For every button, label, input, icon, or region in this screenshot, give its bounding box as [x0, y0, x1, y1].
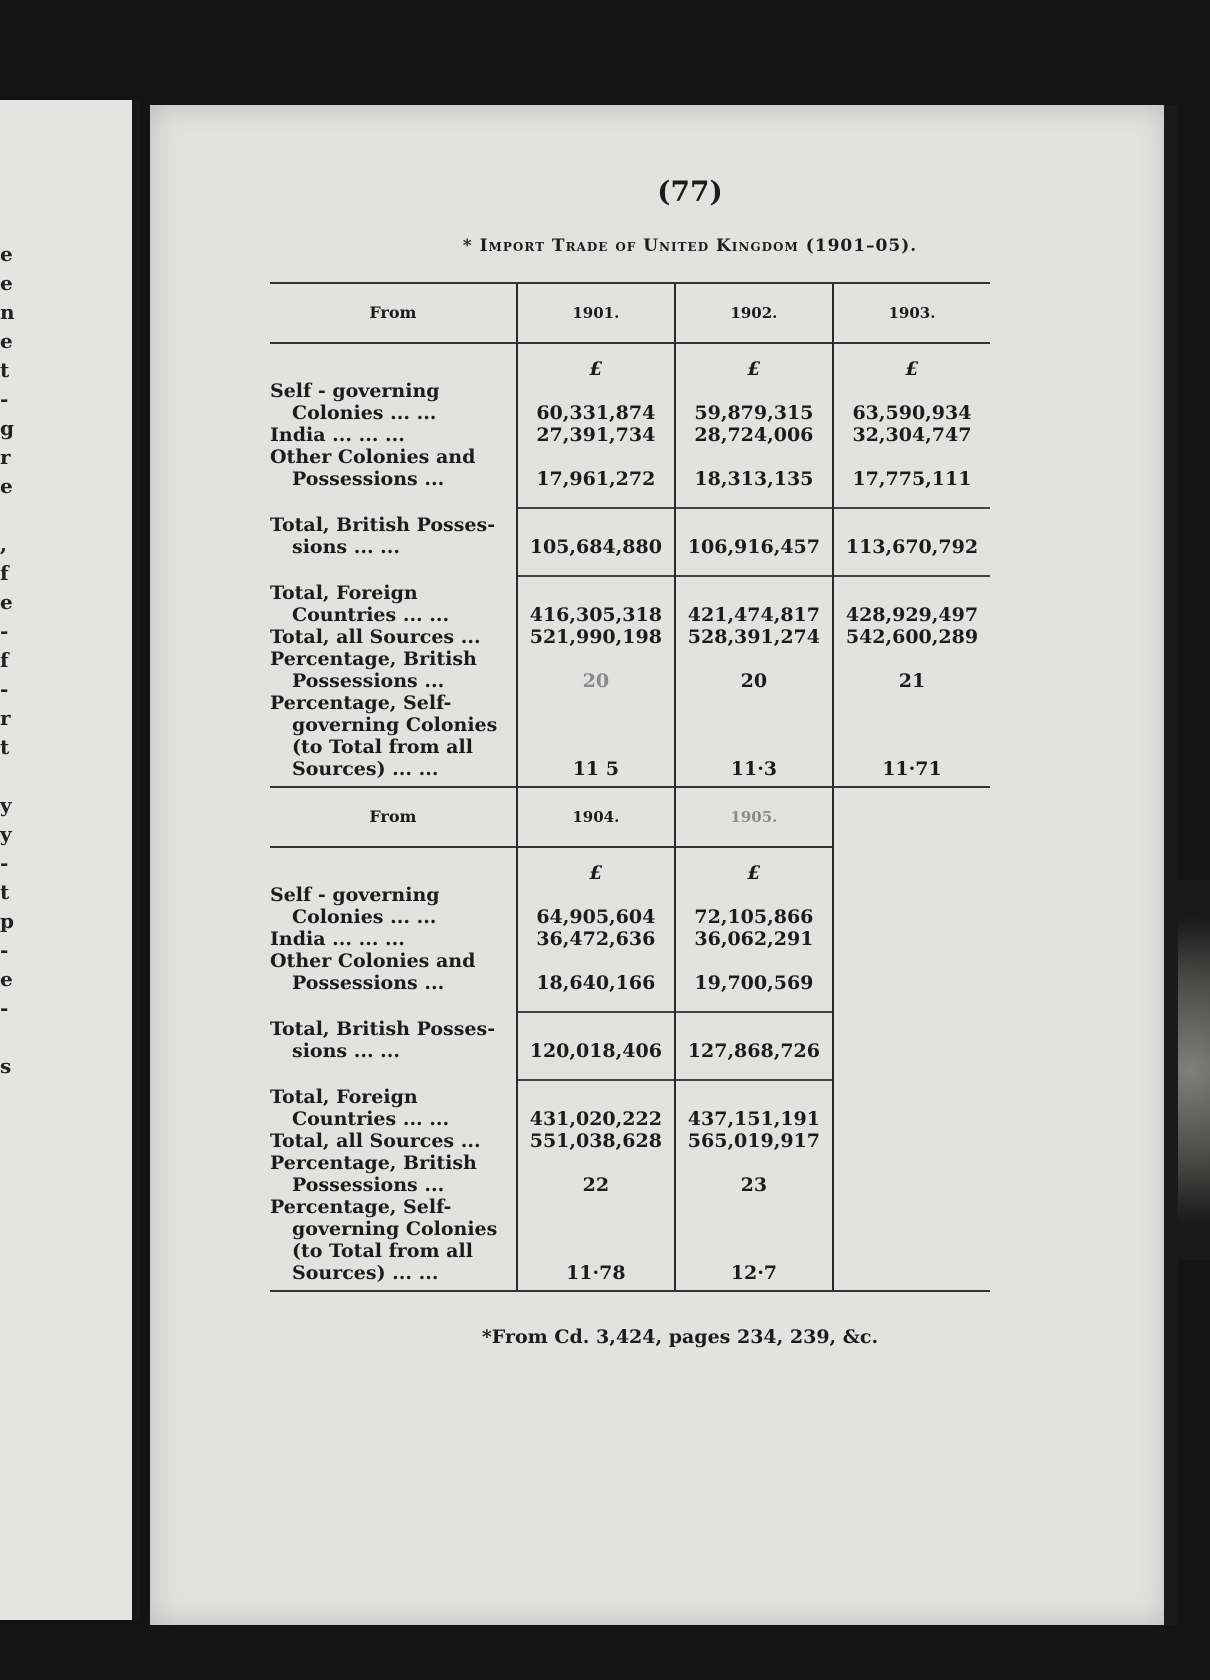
row-label-line: governing Colonies	[292, 714, 498, 736]
table-cell: 17,961,272	[517, 446, 675, 490]
row-label-line: governing Colonies	[292, 1218, 498, 1240]
table-cell: 64,905,604	[517, 884, 675, 928]
row-label	[270, 1152, 517, 1196]
table-cell: 565,019,917	[675, 1130, 833, 1152]
row-label-line: Total, Foreign	[270, 1086, 418, 1108]
margin-char	[0, 762, 24, 791]
table-row	[270, 1130, 990, 1152]
row-label	[270, 648, 517, 692]
margin-char: r	[0, 706, 11, 730]
margin-char: -	[0, 387, 9, 411]
table-row	[270, 424, 990, 446]
table-row	[270, 508, 990, 558]
row-label: India ... ... ...	[270, 424, 405, 446]
margin-char: e	[0, 474, 13, 498]
table-cell: 60,331,874	[517, 380, 675, 424]
row-label	[270, 380, 517, 424]
row-label-line: (to Total from all	[292, 736, 473, 758]
table-cell: 421,474,817	[675, 576, 833, 626]
table-cell: 120,018,406	[517, 1012, 675, 1062]
table-cell: 11·3	[675, 692, 833, 787]
row-label	[270, 1012, 517, 1062]
margin-char: e	[0, 590, 13, 614]
import-trade-table-1901-1903	[270, 282, 990, 1292]
margin-char: -	[0, 851, 9, 875]
margin-char: n	[0, 300, 15, 324]
table-cell: 11 5	[517, 692, 675, 787]
margin-char: y	[0, 822, 12, 846]
right-page	[150, 105, 1168, 1625]
row-label: Total, all Sources ...	[270, 626, 481, 648]
margin-char: e	[0, 329, 13, 353]
row-label-line: Total, Foreign	[270, 582, 418, 604]
row-label-line: sions ... ...	[292, 536, 401, 558]
table-row	[270, 1152, 990, 1196]
table-cell: 437,151,191	[675, 1080, 833, 1130]
table-cell: 28,724,006	[675, 424, 833, 446]
table-cell: 19,700,569	[675, 950, 833, 994]
row-label-line: Percentage, British	[270, 1152, 477, 1174]
row-label-line: Colonies ... ...	[292, 402, 437, 424]
margin-char: -	[0, 938, 9, 962]
table-row	[270, 950, 990, 994]
row-label-line: Countries ... ...	[292, 604, 450, 626]
row-label	[270, 692, 517, 787]
margin-char: y	[0, 793, 12, 817]
row-label-line: Total, British Posses-	[270, 514, 496, 536]
table-cell: 18,313,135	[675, 446, 833, 490]
table-cell: 105,684,880	[517, 508, 675, 558]
row-label-line: Sources) ... ...	[292, 758, 439, 780]
currency-row	[270, 848, 990, 884]
table-row	[270, 648, 990, 692]
table-cell: 113,670,792	[833, 508, 990, 558]
table-cell: 22	[517, 1152, 675, 1196]
row-label-line: Countries ... ...	[292, 1108, 450, 1130]
currency-symbol: £	[833, 344, 990, 380]
row-label	[270, 1196, 517, 1291]
currency-symbol: £	[675, 344, 833, 380]
page-content	[270, 175, 990, 1348]
margin-char: ,	[0, 532, 7, 556]
table-row	[270, 1012, 990, 1062]
margin-char: t	[0, 880, 10, 904]
table-cell: 20	[517, 648, 675, 692]
row-label-line: Other Colonies and	[270, 446, 476, 468]
row-label	[270, 950, 517, 994]
table-cell: 21	[833, 648, 990, 692]
table-title: * Import Trade of United Kingdom (1901–05).	[462, 236, 918, 256]
row-label-line: Percentage, Self-	[270, 1196, 452, 1218]
margin-char: r	[0, 445, 11, 469]
table-cell: 12·7	[675, 1196, 833, 1291]
margin-char: e	[0, 271, 13, 295]
margin-char: -	[0, 677, 9, 701]
year-header: 1901.	[517, 283, 675, 343]
row-label	[270, 1080, 517, 1130]
row-label-line: Colonies ... ...	[292, 906, 437, 928]
row-label	[270, 884, 517, 928]
row-label-line: Self - governing	[270, 884, 440, 906]
currency-symbol: £	[517, 848, 675, 884]
left-page-margin-text	[0, 240, 24, 1081]
year-header: 1904.	[517, 787, 675, 847]
row-label-line: Total, British Posses-	[270, 1018, 496, 1040]
right-page-edge	[1164, 105, 1178, 1625]
table-cell: 528,391,274	[675, 626, 833, 648]
margin-char	[0, 501, 24, 530]
margin-char: f	[0, 648, 9, 672]
row-label	[270, 508, 517, 558]
footnote: *From Cd. 3,424, pages 234, 239, &c.	[481, 1326, 879, 1348]
table-row	[270, 928, 990, 950]
table-row	[270, 380, 990, 424]
currency-symbol: £	[517, 344, 675, 380]
table-cell: 431,020,222	[517, 1080, 675, 1130]
table-row	[270, 626, 990, 648]
table-cell: 36,062,291	[675, 928, 833, 950]
margin-char: g	[0, 416, 14, 440]
table-cell: 17,775,111	[833, 446, 990, 490]
table-row	[270, 576, 990, 626]
row-label-line: Possessions ...	[292, 670, 445, 692]
table-cell: 106,916,457	[675, 508, 833, 558]
year-header: 1903.	[833, 283, 990, 343]
row-label-line: sions ... ...	[292, 1040, 401, 1062]
table-row	[270, 446, 990, 490]
table-cell: 36,472,636	[517, 928, 675, 950]
row-label-line: Possessions ...	[292, 468, 445, 490]
row-label	[270, 446, 517, 490]
table-cell: 11·71	[833, 692, 990, 787]
margin-char: -	[0, 996, 9, 1020]
row-label-line: Sources) ... ...	[292, 1262, 439, 1284]
table-cell: 127,868,726	[675, 1012, 833, 1062]
table-cell: 32,304,747	[833, 424, 990, 446]
table-cell: 428,929,497	[833, 576, 990, 626]
table-cell: 63,590,934	[833, 380, 990, 424]
table-cell: 59,879,315	[675, 380, 833, 424]
row-label: India ... ... ...	[270, 928, 405, 950]
page-number: (77)	[657, 175, 723, 208]
row-label-line: Self - governing	[270, 380, 440, 402]
year-header: 1905.	[675, 787, 833, 847]
from-header: From	[270, 283, 517, 343]
table-cell: 551,038,628	[517, 1130, 675, 1152]
table-cell: 521,990,198	[517, 626, 675, 648]
margin-char: t	[0, 735, 10, 759]
year-header: 1902.	[675, 283, 833, 343]
table-cell: 72,105,866	[675, 884, 833, 928]
margin-char	[0, 1023, 24, 1052]
margin-char: e	[0, 242, 13, 266]
table-header-row	[270, 787, 990, 847]
row-label-line: (to Total from all	[292, 1240, 473, 1262]
table-row	[270, 692, 990, 787]
row-label-line: Possessions ...	[292, 972, 445, 994]
table-cell: 27,391,734	[517, 424, 675, 446]
margin-char: s	[0, 1054, 12, 1078]
table-row	[270, 884, 990, 928]
row-label: Total, all Sources ...	[270, 1130, 481, 1152]
table-header-row	[270, 283, 990, 343]
margin-char: -	[0, 619, 9, 643]
row-label	[270, 576, 517, 626]
table-cell: 11·78	[517, 1196, 675, 1291]
table-row	[270, 1196, 990, 1291]
margin-char: f	[0, 561, 9, 585]
margin-char: e	[0, 967, 13, 991]
table-cell: 23	[675, 1152, 833, 1196]
row-label-line: Percentage, British	[270, 648, 477, 670]
currency-symbol: £	[675, 848, 833, 884]
book-spine	[132, 100, 140, 1620]
margin-char: t	[0, 358, 10, 382]
table-cell: 20	[675, 648, 833, 692]
currency-row	[270, 344, 990, 380]
row-label-line: Percentage, Self-	[270, 692, 452, 714]
table-row	[270, 1080, 990, 1130]
from-header: From	[369, 807, 417, 826]
table-cell: 416,305,318	[517, 576, 675, 626]
row-label-line: Other Colonies and	[270, 950, 476, 972]
margin-char: p	[0, 909, 14, 933]
row-label-line: Possessions ...	[292, 1174, 445, 1196]
table-cell: 542,600,289	[833, 626, 990, 648]
table-cell: 18,640,166	[517, 950, 675, 994]
